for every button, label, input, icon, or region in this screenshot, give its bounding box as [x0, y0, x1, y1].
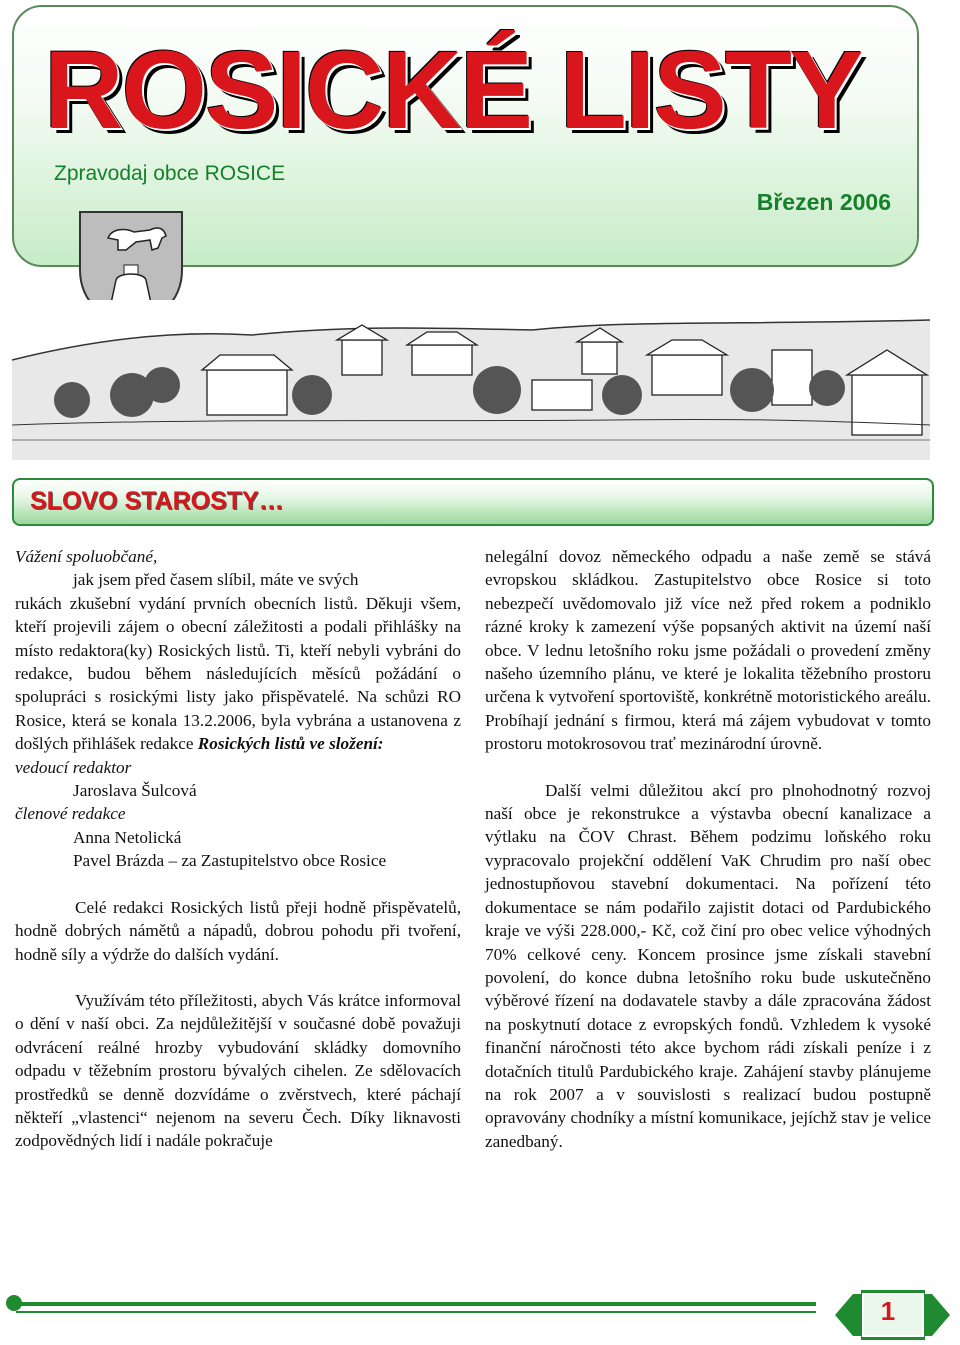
paragraph-3: Využívám této příležitosti, abych Vás krátce informoval o dění v naší obci. Za nejdůležitější v současné době považuji odvrácení reálné hrozby vybudování skládky domovního odpadu v těžebním prostoru bývalých cihelen. Ze sdělovacích prostředků se denně dozvídáme o zvěrstvech, které páchají někteří „vlastenci“ nejenom na severu Čech. Díky liknavosti zodpovědných lidí i nadále pokračuje: [15, 990, 461, 1151]
editor-label: vedoucí redaktor: [15, 757, 132, 777]
paragraph-1-bold: Rosických listů ve složení:: [197, 734, 384, 754]
paragraph-1: [15, 592, 461, 756]
newsletter-title: ROSICKÉ LISTY: [44, 29, 862, 152]
issue-date: Březen 2006: [756, 189, 891, 215]
greeting: Vážení spoluobčané,: [15, 547, 158, 566]
section-header: [12, 478, 934, 526]
newsletter-subtitle: Zpravodaj obce ROSICE: [54, 162, 286, 185]
right-paragraph-2: Další velmi důležitou akcí pro plnohodnotný rozvoj naší obce je rekonstrukce a výstavba obecní kanalizace a výtlaku na ČOV Chrast. Během podzimu loňského roku vypracovalo projekční oddělení VaK Chrudim pro naší obec jednostupňovou stavební dokumentaci. Na pořízení této dokumentace se nám podařilo zajistit dotaci od Pardubického kraje ve výši 228.000,- Kč, což činí pro obec velice výhodných 70% celkové ceny. Koncem prosince jsme získali stavební povolení, do konce dubna letošního roku bude uskutečněno výběrové řízení na dodavatele stavby a dále zpracována žádost na poskytnutí dotace z evropských fondů. Vzhledem k vysoké finanční náročnosti této akce bychom rádi získali peníze i z dotačních titulů Pardubického kraje. Zahájení stavby plánujeme na rok 2007 a v souvislosti s realizací budou postupně opravovány chodníky a místní komunikace, jejíchž stav je velice zanedbaný.: [485, 780, 931, 1151]
village-panorama-image: [12, 300, 930, 460]
right-paragraph-1: nelegální dovoz německého odpadu a naše země se stává evropskou skládkou. Zastupitelstvo obce Rosice si toto nebezpečí uvědomovalo již více než před rokem a podniklo rázné kroky k zamezení výše popsaných aktivit na území naší obce. V lednu letošního roku jsme požádali o provedení změny našeho územního plánu, ve které je lokalita těžebního prostoru určena k vytvoření sportoviště, konkrétně motoristického areálu. Probíhají jednání s firmou, která má zájem vybudovat v tomto prostoru motokrosovou trať mezinárodní úrovně.: [485, 547, 931, 754]
paragraph-1-first-line: jak jsem před časem slíbil, máte ve svých: [73, 570, 359, 590]
editor-name: Jaroslava Šulcová: [73, 781, 197, 801]
member-2: Pavel Brázda – za Zastupitelstvo obce Rosice: [73, 851, 387, 871]
left-column: [15, 545, 461, 1153]
members-label: členové redakce: [15, 804, 126, 824]
right-column: [485, 545, 931, 1153]
page-number: 1: [880, 1296, 896, 1326]
member-1: Anna Netolická: [73, 827, 182, 847]
paragraph-2: Celé redakci Rosických listů přeji hodně přispěvatelů, hodně dobrých námětů a nápadů, dobrou pohodu při tvoření, hodně síly a výdrže do dalších vydání.: [15, 897, 461, 964]
footer-divider-thin: [16, 1311, 816, 1313]
footer-divider: [16, 1302, 816, 1306]
section-title: SLOVO STAROSTY…: [30, 487, 284, 515]
paragraph-1-text: rukách zkušební vydání prvních obecních listů. Děkuji všem, kteří projevili zájem o obecní záležitosti a podali přihlášky na místo redaktora(ky) Rosických listů. Ti, kteří nebyli vybráni do redakce, budou během následujících měsíců požádání o spolupráci s rosickými listy jako přispěvatelé. Na schůzi RO Rosice, která se konala 13.2.2006, byla vybrána a ustanovena z došlých přihlášek redakce: [15, 593, 461, 754]
